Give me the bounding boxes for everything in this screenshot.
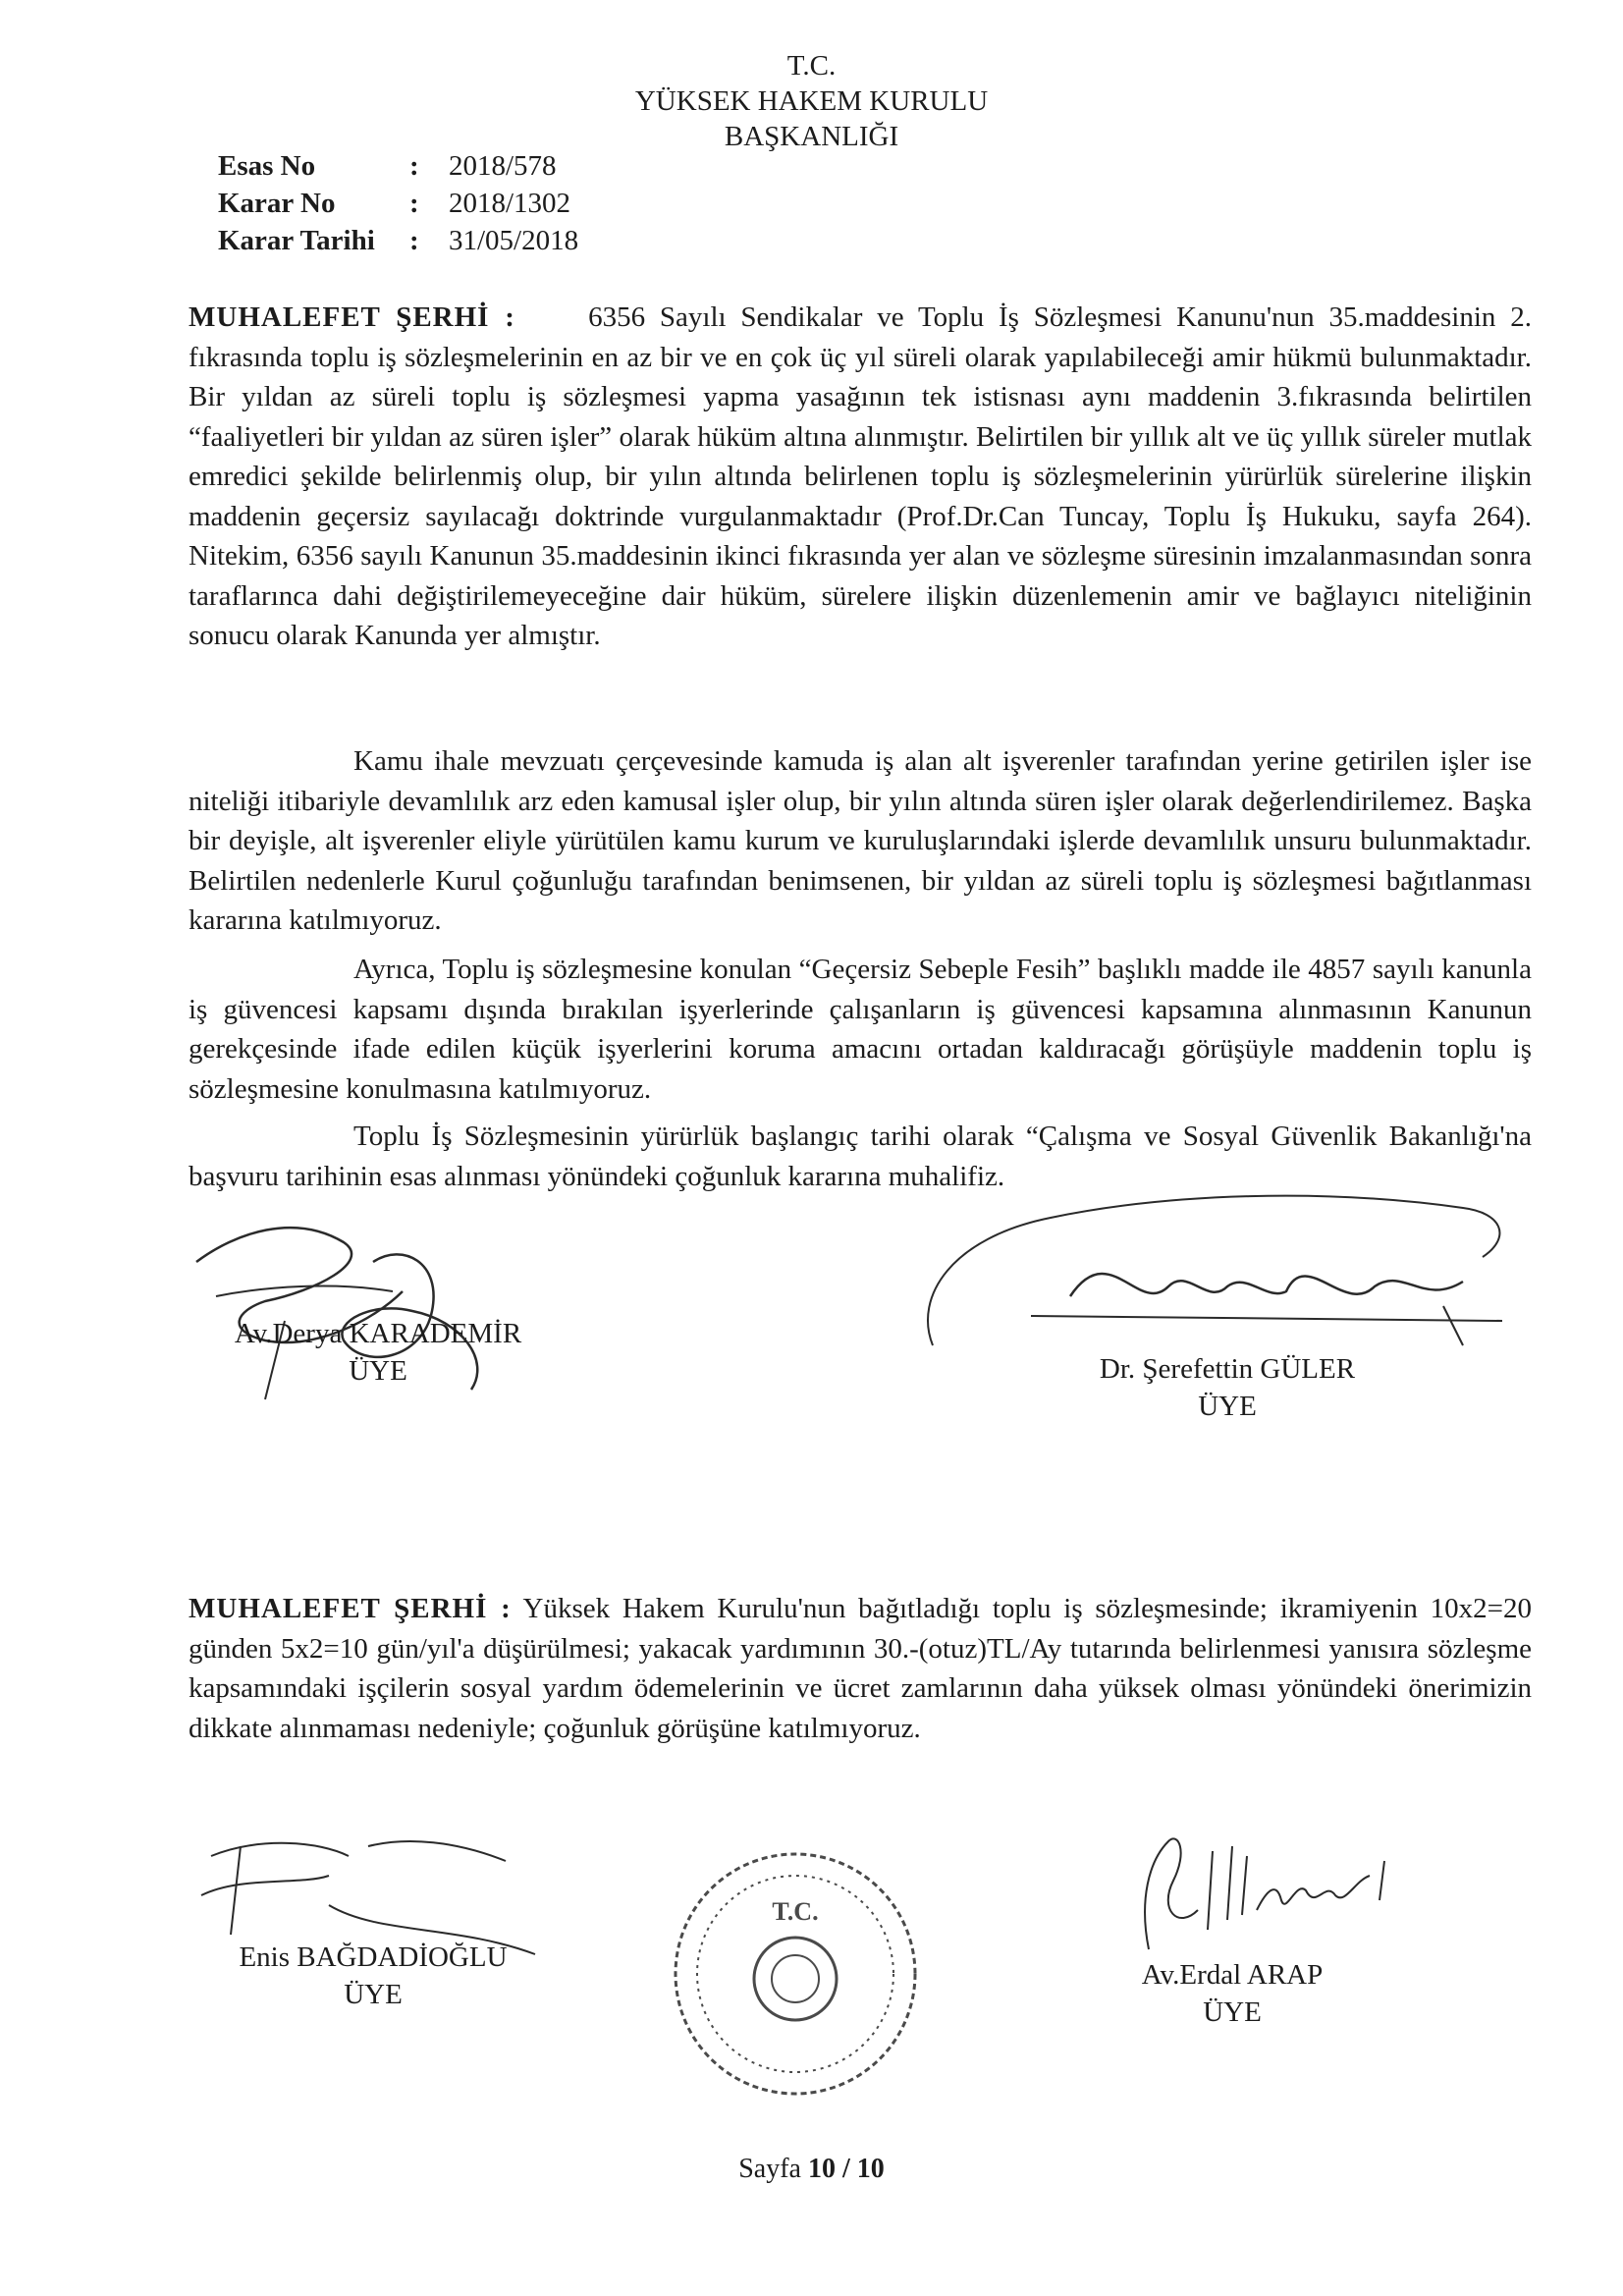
dissent1-paragraph-2: Kamu ihale mevzuatı çerçevesinde kamuda iş alan alt işverenler tarafından yerine getirilen işler ise niteliği itibariyle devamlılık arz eden kamusal işler olup, bir yılın altında süren işler olarak değerlendirilemez. Başka bir deyişle, alt işverenler eliyle yürütülen kamu kurum ve kuruluşlarındaki işlerde devamlılık unsuru bulunmaktadır. Belirtilen nedenlerle Kurul çoğunluğu tarafından benimsenen, bir yıldan az süreli toplu iş sözleşmesi bağıtlanması kararına katılmıyoruz.	[189, 745, 1532, 936]
institution-line-presidency: BAŞKANLIĞI	[724, 121, 899, 152]
meta-row-decision-no	[218, 185, 570, 222]
meta-value: 2018/1302	[449, 188, 571, 219]
dissent2-heading: MUHALEFET ŞERHİ :	[189, 1593, 512, 1624]
signer-role-guler: ÜYE	[1198, 1391, 1257, 1422]
dissent2-text: Yüksek Hakem Kurulu'nun bağıtladığı toplu iş sözleşmesinde; ikramiyenin 10x2=20 günden 5x2=10 gün/yıl'a düşürülmesi; yakacak yardımının 30.-(otuz)TL/Ay tutarında belirlenmesi yanısıra sözleşme kapsamındaki işçilerin sosyal yardım ödemelerinin ve ücret zamlarının daha yüksek olması yönündeki önerimizin dikkate alınmaması nedeniyle; çoğunluk görüşüne katılmıyoruz.	[189, 1593, 1532, 1744]
dissent1-paragraph-3: Ayrıca, Toplu iş sözleşmesine konulan “Geçersiz Sebeple Fesih” başlıklı madde ile 4857 sayılı kanunla iş güvencesi kapsamı dışında bırakılan işyerlerinde çalışanların iş güvencesi kapsamına alınmasının Kanunun gerekçesinde ifade edilen küçük işyerlerini koruma amacını ortadan kaldıracağı görüşüyle maddenin toplu iş sözleşmesine konulmasına katılmıyoruz.	[189, 954, 1532, 1105]
stamp-text: T.C.	[772, 1897, 819, 1926]
page-separator: /	[841, 2154, 850, 2184]
page-label: Sayfa	[738, 2154, 801, 2184]
meta-label: Karar No	[218, 188, 336, 219]
dissent1-paragraph-4: Toplu İş Sözleşmesinin yürürlük başlangıç tarihi olarak “Çalışma ve Sosyal Güvenlik Bakanlığı'na başvuru tarihinin esas alınması yönündeki çoğunluk kararına muhalifiz.	[189, 1121, 1532, 1192]
signer-name-guler: Dr. Şerefettin GÜLER	[1099, 1353, 1356, 1385]
page-current: 10	[807, 2154, 836, 2184]
signer-role-arap: ÜYE	[1203, 1996, 1262, 2028]
meta-separator: :	[409, 150, 419, 182]
dissent1-heading: MUHALEFET ŞERHİ :	[189, 301, 515, 333]
signer-role-karademir: ÜYE	[349, 1355, 407, 1387]
meta-row-decision-date	[218, 222, 578, 259]
institution-line-tc: T.C.	[786, 50, 837, 82]
signer-name-bagdadioglu: Enis BAĞDADİOĞLU	[239, 1941, 508, 1973]
dissent1-text-1: 6356 Sayılı Sendikalar ve Toplu İş Sözleşmesi Kanunu'nun 35.maddesinin 2. fıkrasında toplu iş sözleşmelerinin en az bir ve en çok üç yıl süreli olarak yapılabileceği amir hükmü bulunmaktadır. Bir yıldan az süreli toplu iş sözleşmesi yapma yasağının tek istisnası aynı maddenin 3.fıkrasında belirtilen “faaliyetleri bir yıldan az süren işler” olarak hüküm altına alınmıştır. Belirtilen bir yıllık alt ve üç yıllık süreler mutlak emredici şekilde belirlenmiş olup, bir yılın altında belirlenen toplu iş sözleşmelerinin yürürlük sürelerine ilişkin maddenin geçersiz sayılacağı doktrinde vurgulanmaktadır (Prof.Dr.Can Tuncay, Toplu İş Hukuku, sayfa 264). Nitekim, 6356 sayılı Kanunun 35.maddesinin ikinci fıkrasında yer alan ve sözleşme süresinin imzalanmasından sonra taraflarınca dahi değiştirilemeyeceğine dair hüküm, sürelere ilişkin düzenlemenin amir ve bağlayıcı niteliğinin sonucu olarak Kanunda yer almıştır.	[189, 301, 1532, 651]
dissent2-paragraph	[189, 1589, 1532, 1748]
meta-label: Karar Tarihi	[218, 225, 375, 256]
signature-arap	[1119, 1822, 1414, 1969]
meta-separator: :	[409, 225, 419, 256]
dissent1-paragraph-1	[189, 298, 1532, 656]
page-total: 10	[856, 2154, 885, 2184]
signer-role-bagdadioglu: ÜYE	[344, 1979, 403, 2010]
meta-row-case-no	[218, 147, 557, 185]
institution-line-committee: YÜKSEK HAKEM KURULU	[634, 85, 989, 117]
meta-value: 2018/578	[449, 150, 557, 182]
meta-value: 31/05/2018	[449, 225, 579, 256]
meta-separator: :	[409, 188, 419, 219]
signer-name-arap: Av.Erdal ARAP	[1141, 1959, 1324, 1991]
meta-label: Esas No	[218, 150, 316, 182]
page-number	[0, 2154, 1623, 2185]
official-stamp	[668, 1846, 923, 2102]
signer-name-karademir: Av.Derya KARADEMİR	[234, 1318, 522, 1349]
